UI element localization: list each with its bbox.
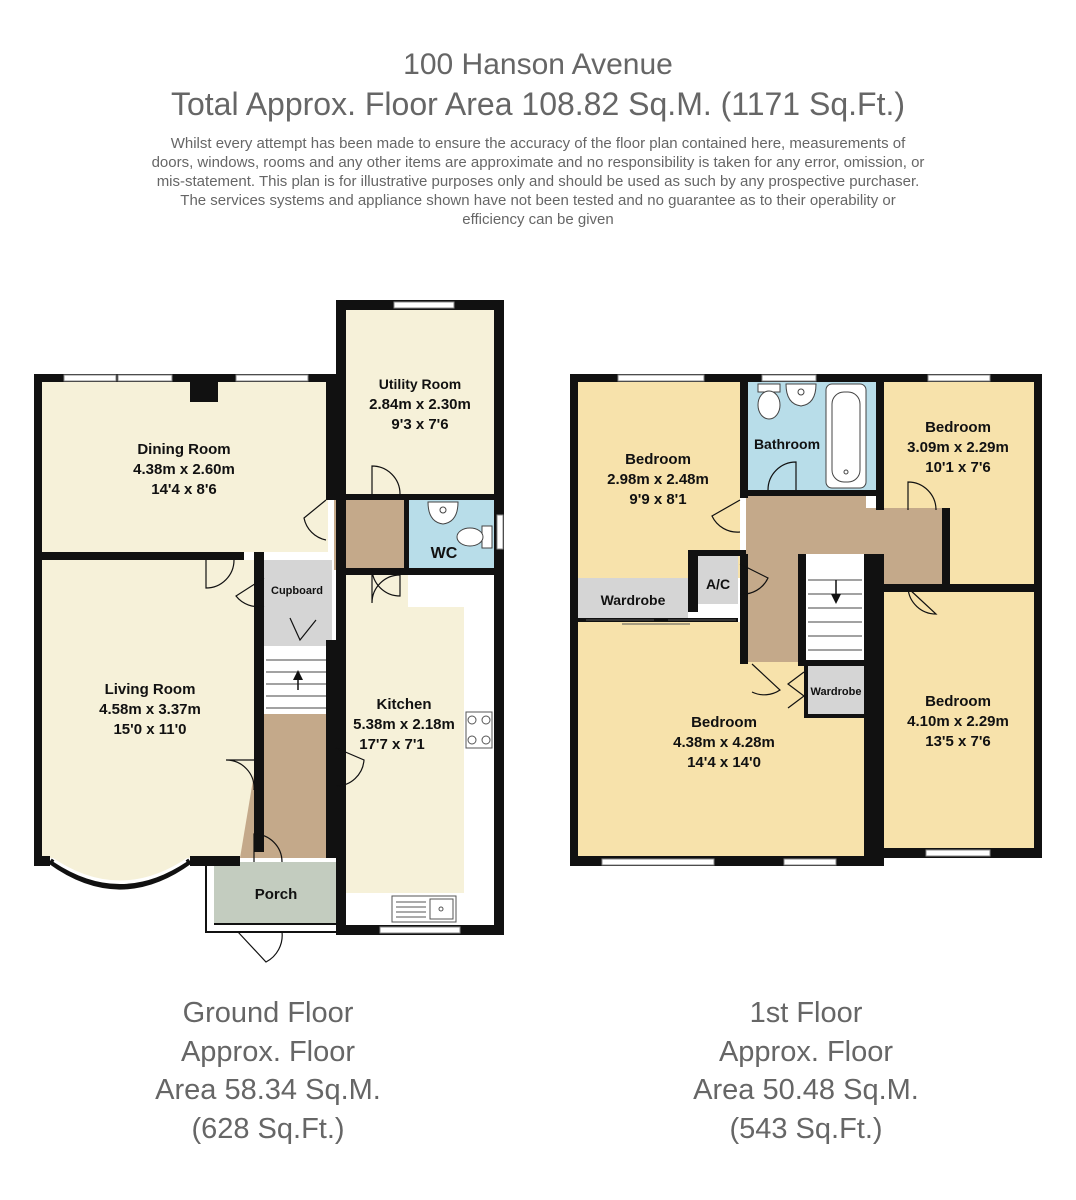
svg-text:Bedroom3.09m x 2.29m10'1 x 7': Bedroom 3.09m x 2.29m 10'1 x 7'6 — [907, 419, 1009, 476]
first-floor-area-sqft: (543 Sq.Ft.) — [729, 1112, 883, 1145]
dining-room-label: Dining Room — [137, 441, 231, 458]
wardrobe-main-label: Wardrobe — [600, 592, 666, 608]
ground-floor-plan — [34, 300, 504, 962]
property-address: 100 Hanson Avenue — [403, 48, 673, 81]
svg-text:Bedroom4.10m x 2.29m13'5 x 7': Bedroom 4.10m x 2.29m 13'5 x 7'6 — [907, 693, 1009, 750]
kitchen-worktop-bottom — [346, 893, 496, 925]
kitchen-label: Kitchen — [376, 696, 432, 713]
total-floor-area: Total Approx. Floor Area 108.82 Sq.M. (1171 Sq.Ft.) — [170, 86, 905, 122]
ground-floor-title: Ground Floor — [182, 997, 354, 1029]
svg-text:Bedroom2.98m x 2.48m9'9 x 8'1: Bedroom 2.98m x 2.48m 9'9 x 8'1 — [607, 451, 709, 508]
door-porch-front — [238, 932, 282, 962]
bedroom-main-label: Bedroom — [691, 714, 757, 731]
svg-text:Bedroom4.38m x 4.28m14'4 x 14: Bedroom 4.38m x 4.28m 14'4 x 14'0 — [673, 714, 775, 771]
bathroom-label: Bathroom — [753, 436, 821, 452]
wc-label: WC — [430, 545, 458, 562]
bathroom-toilet-icon — [758, 384, 780, 419]
ground-floor-summary — [68, 994, 468, 1148]
first-floor-summary — [606, 994, 1006, 1148]
ground-floor-area-line2: Area 58.34 Sq.M. — [155, 1074, 381, 1106]
svg-text:Utility Room2.84m x 2.30m9'3: Utility Room 2.84m x 2.30m 9'3 x 7'6 — [369, 376, 471, 433]
kitchen-worktop-right — [464, 575, 496, 925]
first-floor-area-line1: Approx. Floor — [718, 1035, 894, 1068]
utility-room-label: Utility Room — [378, 376, 462, 392]
bedroom-se-label: Bedroom — [925, 693, 991, 710]
kitchen — [346, 575, 464, 893]
disclaimer-text: Whilst every attempt has been made to ensure the accuracy of the floor plan contained here, measurements of doors, windows, rooms and any other items are approximate and no responsibility is taken for any error, omission, or mis-statement. This plan is for illustrative purposes only and should be used as such by any prospective purchaser. The services systems and appliance shown have not been tested and no guarantee as to their operability or efficiency can be given — [151, 135, 925, 228]
bedroom-nw-label: Bedroom — [625, 451, 691, 468]
first-floor-title: 1st Floor — [749, 997, 863, 1029]
wardrobe-small-label: Wardrobe — [810, 686, 862, 698]
ground-floor-area-sqft: (628 Sq.Ft.) — [191, 1112, 345, 1145]
bedroom-ne-label: Bedroom — [925, 419, 991, 436]
cupboard — [264, 560, 332, 646]
svg-text:Dining Room4.38m x 2.60m14'4: Dining Room 4.38m x 2.60m 14'4 x 8'6 — [133, 441, 235, 498]
first-floor-area-line2: Area 50.48 Sq.M. — [693, 1074, 919, 1106]
porch-label: Porch — [254, 886, 298, 903]
svg-text:Kitchen5.38m x 2.18m17'7 x 7'1: Kitchen 5.38m x 2.18m 17'7 x 7'1 — [353, 696, 455, 753]
ac-label: A/C — [705, 576, 731, 592]
ground-floor-area-line1: Approx. Floor — [180, 1035, 356, 1068]
cupboard-label: Cupboard — [271, 585, 323, 597]
svg-text:Living Room4.58m x 3.37m15'0: Living Room 4.58m x 3.37m 15'0 x 11'0 — [99, 681, 201, 738]
first-floor-plan — [570, 374, 1042, 866]
living-room-label: Living Room — [104, 681, 196, 698]
toilet-icon — [457, 526, 492, 548]
bath-icon — [826, 384, 866, 488]
